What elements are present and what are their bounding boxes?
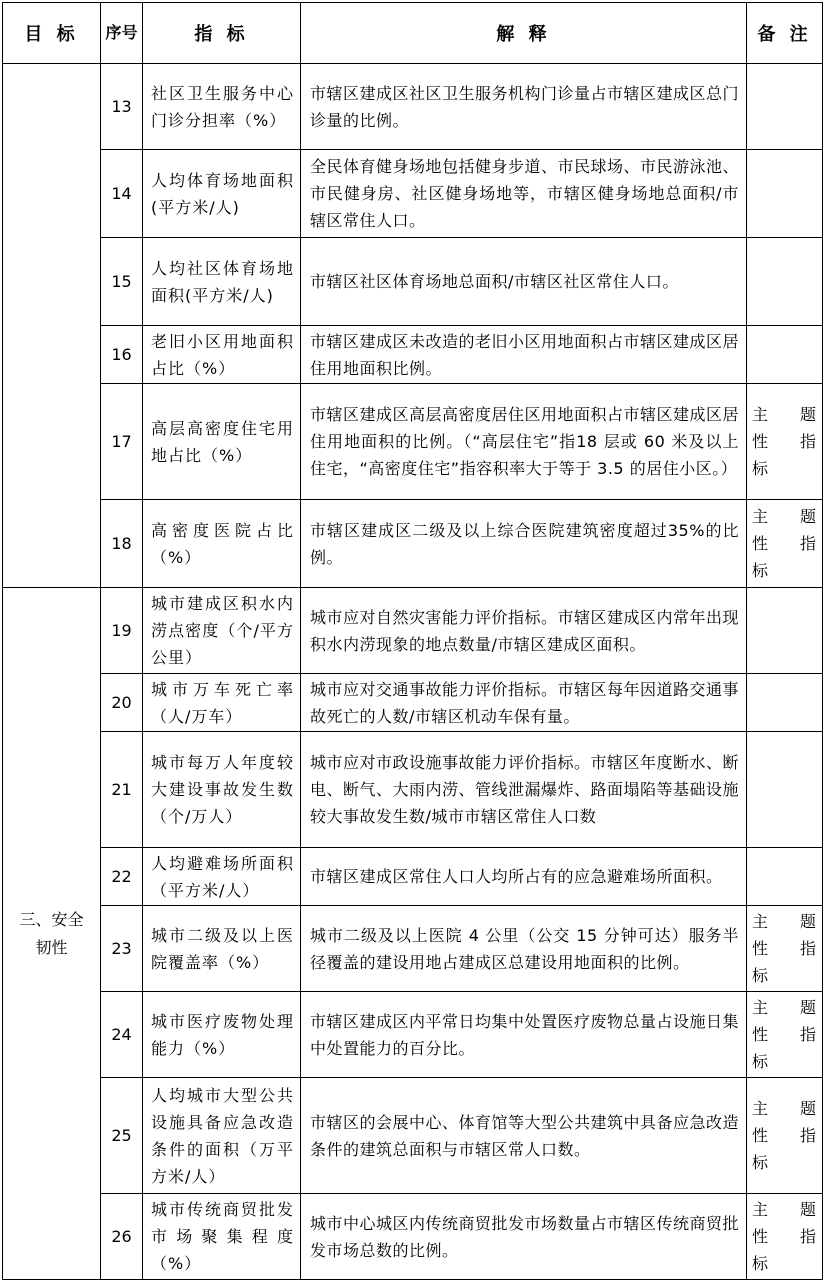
goal-cell-group-2 [3, 588, 101, 1280]
row-indicator: 城市二级及以上医院覆盖率（%） [143, 906, 301, 992]
note-line: 标 [752, 966, 769, 985]
row-indicator: 高密度医院占比（%） [143, 500, 301, 588]
row-note [747, 588, 823, 674]
row-seq: 17 [101, 384, 143, 500]
row-note [747, 64, 823, 150]
row-seq: 26 [101, 1194, 143, 1280]
table-row [3, 1078, 823, 1194]
note-line: 性指 [752, 432, 816, 451]
row-note [747, 1078, 823, 1194]
row-explanation: 市辖区建成区高层高密度居住区用地面积占市辖区建成区居住用地面积的比例。（“高层住宅”指18 层或 60 米及以上住宅，“高密度住宅”指容积率大于等于 3.5 的居住小区。） [301, 384, 747, 500]
row-explanation: 市辖区建成区未改造的老旧小区用地面积占市辖区建成区居住用地面积比例。 [301, 326, 747, 384]
row-indicator: 人均城市大型公共设施具备应急改造条件的面积（万平方米/人） [143, 1078, 301, 1194]
row-explanation: 全民体育健身场地包括健身步道、市民球场、市民游泳池、市民健身房、社区健身场地等，市辖区健身场地总面积/市辖区常住人口。 [301, 150, 747, 238]
row-note [747, 732, 823, 848]
row-explanation: 市辖区社区体育场地总面积/市辖区社区常住人口。 [301, 238, 747, 326]
row-indicator: 城市每万人年度较大建设事故发生数（个/万人） [143, 732, 301, 848]
row-note [747, 674, 823, 732]
table-row [3, 326, 823, 384]
header-indicator: 指 标 [143, 3, 301, 64]
table-row [3, 384, 823, 500]
note-line: 标 [752, 1153, 769, 1172]
table-row [3, 992, 823, 1078]
note-line: 主题 [752, 912, 816, 931]
row-indicator: 城市传统商贸批发市场聚集程度（%） [143, 1194, 301, 1280]
row-explanation: 市辖区建成区内平常日均集中处置医疗废物总量占设施日集中处置能力的百分比。 [301, 992, 747, 1078]
table-row [3, 732, 823, 848]
row-note [747, 906, 823, 992]
note-line: 性指 [752, 1227, 816, 1246]
row-explanation: 市辖区的会展中心、体育馆等大型公共建筑中具备应急改造条件的建筑总面积与市辖区常人口数。 [301, 1078, 747, 1194]
row-explanation: 市辖区建成区常住人口人均所占有的应急避难场所面积。 [301, 848, 747, 906]
row-note [747, 326, 823, 384]
row-indicator: 城市医疗废物处理能力（%） [143, 992, 301, 1078]
row-seq: 20 [101, 674, 143, 732]
row-explanation: 市辖区建成区社区卫生服务机构门诊量占市辖区建成区总门诊量的比例。 [301, 64, 747, 150]
table-header-row [3, 3, 823, 64]
table-row [3, 848, 823, 906]
row-seq: 19 [101, 588, 143, 674]
row-seq: 21 [101, 732, 143, 848]
row-indicator: 城市建成区积水内涝点密度（个/平方公里） [143, 588, 301, 674]
header-explanation: 解 释 [301, 3, 747, 64]
note-line: 主题 [752, 998, 816, 1017]
row-seq: 16 [101, 326, 143, 384]
row-indicator: 社区卫生服务中心门诊分担率（%） [143, 64, 301, 150]
row-explanation: 城市中心城区内传统商贸批发市场数量占市辖区传统商贸批发市场总数的比例。 [301, 1194, 747, 1280]
goal-label-line1: 三、安全 [19, 909, 84, 929]
table-row [3, 150, 823, 238]
row-seq: 23 [101, 906, 143, 992]
header-note: 备 注 [747, 3, 823, 64]
row-indicator: 高层高密度住宅用地占比（%） [143, 384, 301, 500]
table-row [3, 1194, 823, 1280]
note-line: 性指 [752, 534, 816, 553]
goal-cell-group-1 [3, 64, 101, 588]
table-row [3, 906, 823, 992]
goal-label-line2: 韧性 [35, 937, 68, 957]
note-line: 标 [752, 459, 769, 478]
row-note [747, 500, 823, 588]
note-line: 性指 [752, 939, 816, 958]
row-note [747, 1194, 823, 1280]
note-line: 性指 [752, 1025, 816, 1044]
note-line: 标 [752, 1052, 769, 1071]
row-note [747, 384, 823, 500]
header-seq: 序号 [101, 3, 143, 64]
row-indicator: 城市万车死亡率（人/万车） [143, 674, 301, 732]
row-indicator: 老旧小区用地面积占比（%） [143, 326, 301, 384]
row-explanation: 城市应对交通事故能力评价指标。市辖区每年因道路交通事故死亡的人数/市辖区机动车保有量。 [301, 674, 747, 732]
note-line: 标 [752, 1254, 769, 1273]
row-explanation: 市辖区建成区二级及以上综合医院建筑密度超过35%的比例。 [301, 500, 747, 588]
row-note [747, 150, 823, 238]
row-explanation: 城市应对市政设施事故能力评价指标。市辖区年度断水、断电、断气、大雨内涝、管线泄漏爆炸、路面塌陷等基础设施较大事故发生数/城市市辖区常住人口数 [301, 732, 747, 848]
row-explanation: 城市应对自然灾害能力评价指标。市辖区建成区内常年出现积水内涝现象的地点数量/市辖区建成区面积。 [301, 588, 747, 674]
row-seq: 24 [101, 992, 143, 1078]
table-row [3, 674, 823, 732]
indicator-table [2, 2, 823, 1280]
note-line: 主题 [752, 1099, 816, 1118]
note-line: 主题 [752, 1200, 816, 1219]
row-seq: 13 [101, 64, 143, 150]
row-indicator: 人均体育场地面积(平方米/人) [143, 150, 301, 238]
row-seq: 25 [101, 1078, 143, 1194]
row-seq: 15 [101, 238, 143, 326]
row-seq: 14 [101, 150, 143, 238]
note-line: 标 [752, 561, 769, 580]
table-row [3, 500, 823, 588]
header-goal: 目 标 [3, 3, 101, 64]
row-note [747, 992, 823, 1078]
table-row [3, 238, 823, 326]
row-explanation: 城市二级及以上医院 4 公里（公交 15 分钟可达）服务半径覆盖的建设用地占建成区总建设用地面积的比例。 [301, 906, 747, 992]
row-indicator: 人均社区体育场地面积(平方米/人) [143, 238, 301, 326]
note-line: 主题 [752, 405, 816, 424]
table-row [3, 588, 823, 674]
table-row [3, 64, 823, 150]
note-line: 主题 [752, 507, 816, 526]
row-seq: 18 [101, 500, 143, 588]
row-note [747, 848, 823, 906]
note-line: 性指 [752, 1126, 816, 1145]
row-indicator: 人均避难场所面积（平方米/人） [143, 848, 301, 906]
row-seq: 22 [101, 848, 143, 906]
row-note [747, 238, 823, 326]
